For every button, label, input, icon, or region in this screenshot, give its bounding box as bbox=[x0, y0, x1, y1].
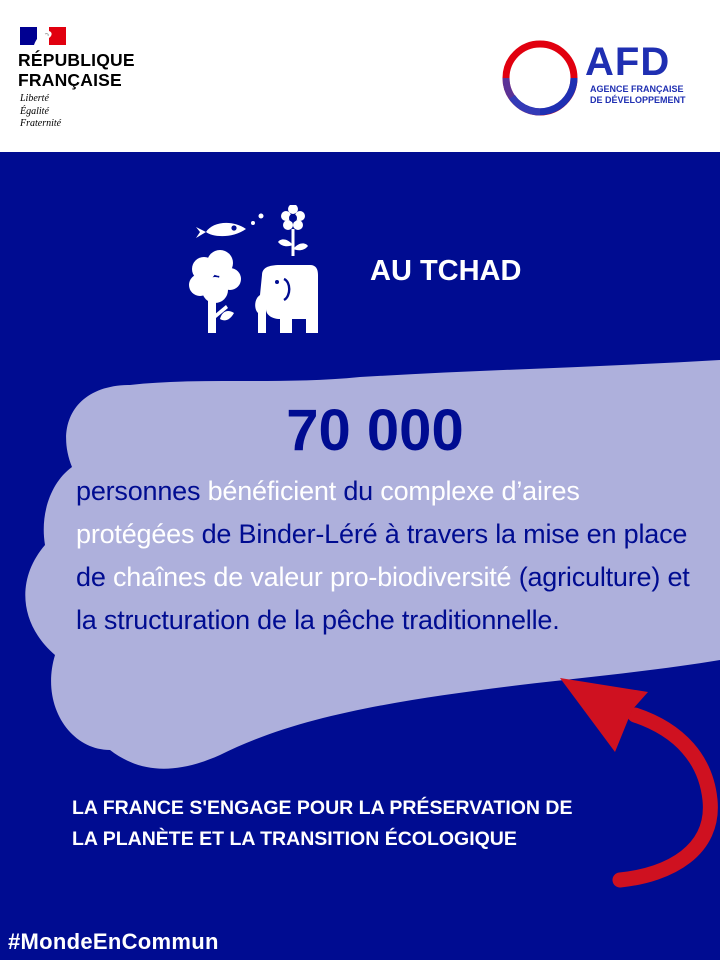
elephant-icon bbox=[255, 265, 318, 333]
flower-icon bbox=[278, 205, 308, 256]
afd-subtitle: AGENCE FRANÇAISE DE DÉVELOPPEMENT bbox=[590, 84, 686, 105]
tagline: LA FRANCE S'ENGAGE POUR LA PRÉSERVATION DE LA PLANÈTE ET LA TRANSITION ÉCOLOGIQUE bbox=[72, 797, 573, 850]
red-arrow-icon bbox=[540, 660, 720, 900]
marianne-flag-icon bbox=[20, 27, 66, 45]
hashtag: #MondeEnCommun bbox=[8, 929, 219, 954]
fish-icon bbox=[196, 214, 264, 239]
republique-francaise-logo bbox=[18, 25, 158, 130]
afd-ring-icon bbox=[500, 38, 582, 118]
biodiversity-icons bbox=[188, 205, 323, 335]
tree-icon bbox=[189, 250, 241, 333]
country-title: AU TCHAD bbox=[370, 255, 522, 287]
rf-name: RÉPUBLIQUE FRANÇAISE bbox=[18, 50, 135, 90]
rf-motto: Liberté Égalité Fraternité bbox=[20, 93, 62, 129]
header bbox=[0, 0, 720, 152]
afd-wordmark: AFD bbox=[585, 40, 671, 84]
key-figure: 70 000 bbox=[286, 398, 464, 463]
description-text: personnes bénéficient du complexe d’aires protégées de Binder-Léré à travers la mise en place de chaînes de valeur pro-biodiversité (agriculture) et la structuration de la pêche traditionnelle. bbox=[76, 476, 690, 635]
afd-logo bbox=[500, 38, 700, 118]
